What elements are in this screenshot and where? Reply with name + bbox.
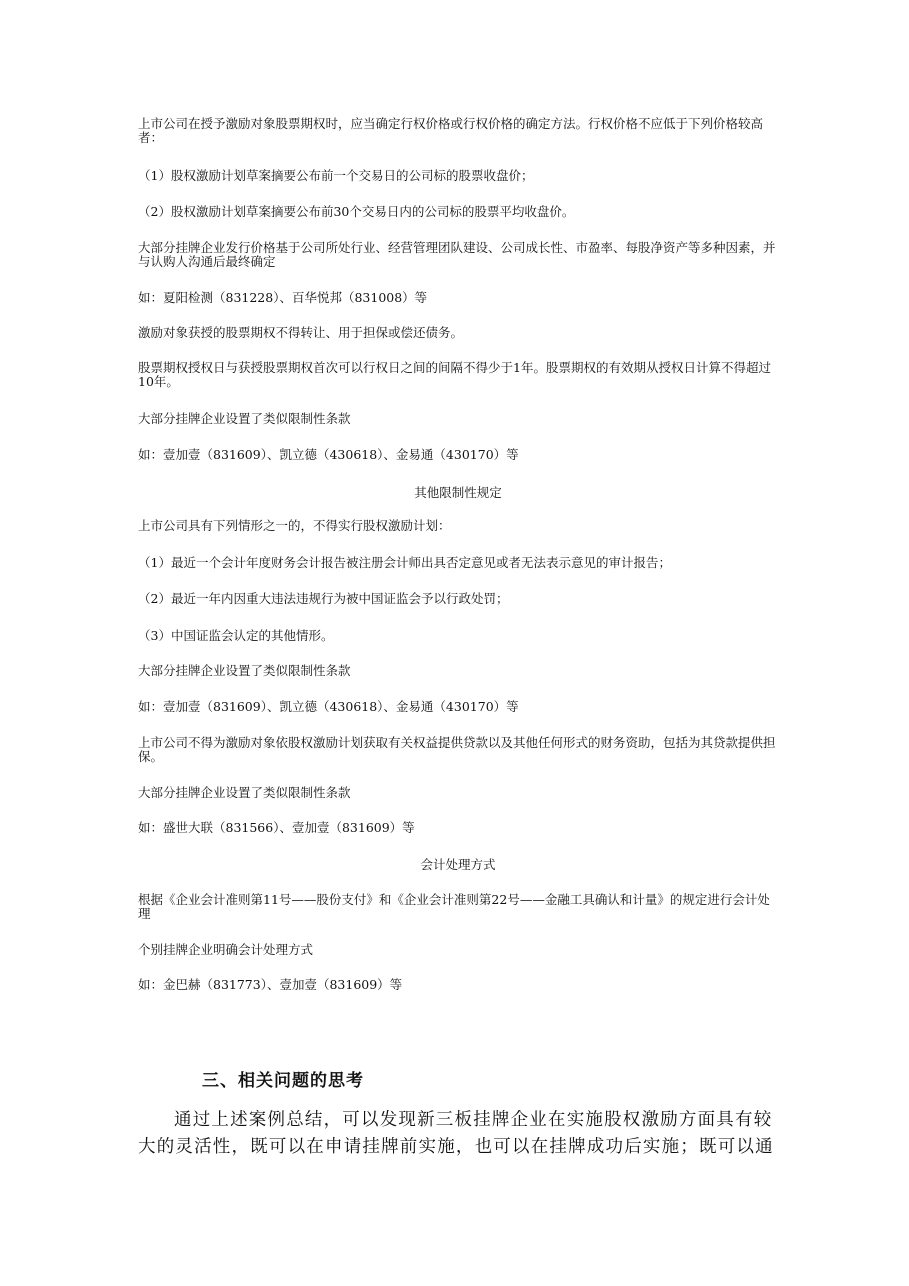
paragraph-price-item-2: （2）股权激励计划草案摘要公布前30个交易日内的公司标的股票平均收盘价。 [138, 204, 575, 219]
paragraph-similar-clause-2: 大部分挂牌企业设置了类似限制性条款 [138, 663, 351, 678]
paragraph-prohibited-circumstances: 上市公司具有下列情形之一的，不得实行股权激励计划： [138, 518, 451, 533]
paragraph-circumstance-2: （2）最近一年内因重大违法违规行为被中国证监会予以行政处罚； [138, 591, 509, 606]
paragraph-no-transfer: 激励对象获授的股票期权不得转让、用于担保或偿还债务。 [138, 325, 464, 340]
paragraph-explicit-accounting: 个别挂牌企业明确会计处理方式 [138, 942, 314, 957]
subheading-accounting-method: 会计处理方式 [420, 857, 496, 872]
paragraph-circumstance-3: （3）中国证监会认定的其他情形。 [138, 628, 334, 643]
paragraph-example-1: 如：夏阳检测（831228）、百华悦邦（831008）等 [138, 290, 428, 305]
paragraph-accounting-standards: 根据《企业会计准则第11号——股份支付》和《企业会计准则第22号——金融工具确认和计量》的规定进行会计处理 [138, 892, 770, 921]
paragraph-exercise-price-rule: 上市公司在授予激励对象股票期权时，应当确定行权价格或行权价格的确定方法。行权价格不应低于下列价格较高者： [138, 116, 764, 145]
paragraph-listed-price-basis: 大部分挂牌企业发行价格基于公司所处行业、经营管理团队建设、公司成长性、市盈率、每股净资产等多种因素，并与认购人沟通后最终确定 [138, 240, 776, 269]
paragraph-option-period: 股票期权授权日与获授股票期权首次可以行权日之间的间隔不得少于1年。股票期权的有效期从授权日计算不得超过10年。 [138, 360, 771, 389]
paragraph-similar-clause-1: 大部分挂牌企业设置了类似限制性条款 [138, 411, 351, 426]
paragraph-similar-clause-3: 大部分挂牌企业设置了类似限制性条款 [138, 785, 351, 800]
paragraph-circumstance-1: （1）最近一个会计年度财务会计报告被注册会计师出具否定意见或者无法表示意见的审计报告； [138, 555, 671, 570]
paragraph-no-financial-aid: 上市公司不得为激励对象依股权激励计划获取有关权益提供贷款以及其他任何形式的财务资助，包括为其贷款提供担保。 [138, 735, 776, 764]
paragraph-price-item-1: （1）股权激励计划草案摘要公布前一个交易日的公司标的股票收盘价； [138, 168, 534, 183]
section-body-text: 通过上述案例总结，可以发现新三板挂牌企业在实施股权激励方面具有较大的灵活性，既可以在申请挂牌前实施，也可以在挂牌成功后实施；既可以通 [138, 1110, 774, 1157]
section-heading: 三、相关问题的思考 [202, 1071, 364, 1091]
paragraph-example-4: 如：盛世大联（831566）、壹加壹（831609）等 [138, 820, 415, 835]
paragraph-example-3: 如：壹加壹（831609）、凯立德（430618）、金易通（430170）等 [138, 699, 519, 714]
paragraph-example-5: 如：金巴赫（831773）、壹加壹（831609）等 [138, 977, 403, 992]
subheading-other-restrictions: 其他限制性规定 [414, 485, 502, 500]
paragraph-example-2: 如：壹加壹（831609）、凯立德（430618）、金易通（430170）等 [138, 447, 519, 462]
